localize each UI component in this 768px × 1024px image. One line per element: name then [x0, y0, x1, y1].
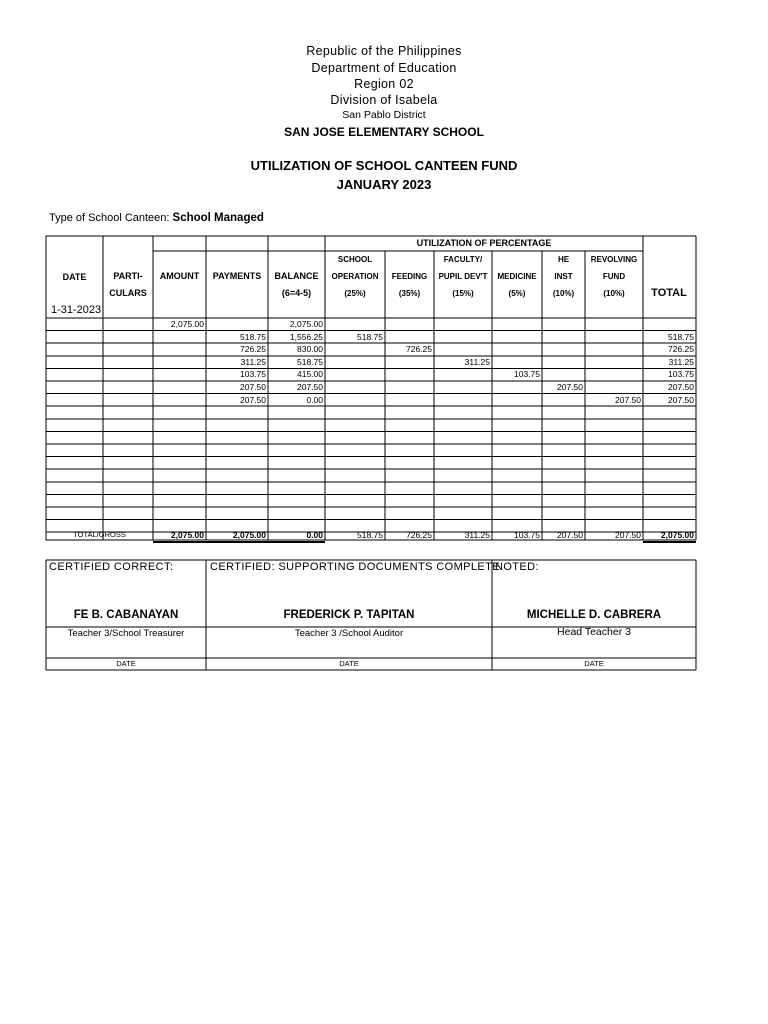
cell-balance: 415.00: [297, 369, 323, 380]
cell-balance: 518.75: [297, 356, 323, 367]
cell-payments: 311.25: [240, 356, 266, 367]
col-header-faculty-3: (15%): [452, 289, 474, 298]
totals-amount: 2,075.00: [170, 530, 204, 540]
col-header-medicine-2: (5%): [508, 289, 526, 298]
col-header-date: DATE: [62, 272, 87, 282]
col-header-school-op-1: SCHOOL: [337, 255, 373, 264]
col-header-he-1: HE: [557, 255, 570, 264]
totals-medicine: 103.75: [514, 530, 540, 540]
header-region: Region 02: [354, 77, 414, 91]
cell-payments: 207.50: [240, 382, 266, 392]
totals-total: 2,075.00: [660, 530, 694, 540]
cell-payments: 518.75: [240, 331, 266, 342]
treasurer-role: Teacher 3/School Treasurer: [67, 628, 185, 639]
totals-he: 207.50: [557, 530, 583, 540]
cell-total: 518.75: [668, 331, 694, 342]
cell-school-op: 518.75: [357, 331, 383, 342]
auditor-name: FREDERICK P. TAPITAN: [283, 609, 415, 621]
col-header-revolving-3: (10%): [603, 289, 625, 298]
col-header-he-2: INST: [554, 272, 573, 281]
col-header-particulars-1: PARTI-: [113, 271, 143, 281]
totals-revolving: 207.50: [615, 530, 641, 540]
col-header-feeding-2: (35%): [398, 289, 421, 298]
canteen-type-value: School Managed: [172, 212, 264, 224]
auditor-date-label: DATE: [339, 659, 359, 668]
date-value: 1-31-2023: [51, 304, 102, 316]
certified-correct-label: CERTIFIED CORRECT:: [49, 561, 174, 573]
cell-feeding: 726.25: [406, 344, 432, 355]
cell-total: 207.50: [668, 382, 694, 392]
col-header-amount: AMOUNT: [159, 271, 200, 281]
col-header-balance-2: (6=4-5): [281, 288, 312, 298]
cell-total: 726.25: [668, 344, 694, 355]
totals-balance: 0.00: [306, 530, 323, 540]
col-header-faculty-1: FACULTY/: [443, 255, 483, 264]
header-school-name: SAN JOSE ELEMENTARY SCHOOL: [284, 125, 484, 139]
col-header-school-op-3: (25%): [344, 289, 366, 298]
header-district: San Pablo District: [342, 109, 426, 121]
header-division: Division of Isabela: [330, 93, 438, 107]
col-header-revolving-2: FUND: [602, 272, 626, 281]
col-header-balance-1: BALANCE: [274, 271, 319, 281]
cell-total: 103.75: [668, 369, 694, 380]
col-header-feeding-1: FEEDING: [391, 272, 428, 281]
cell-balance: 830.00: [297, 344, 323, 355]
auditor-role: Teacher 3 /School Auditor: [294, 628, 404, 639]
cell-total: 311.25: [668, 356, 694, 367]
header-republic: Republic of the Philippines: [306, 44, 462, 58]
col-header-he-3: (10%): [552, 289, 575, 298]
cell-balance: 2,075.00: [289, 319, 323, 329]
treasurer-date-label: DATE: [116, 659, 136, 668]
totals-faculty: 311.25: [464, 530, 490, 540]
report-month: JANUARY 2023: [336, 177, 432, 192]
group-header-utilization: UTILIZATION OF PERCENTAGE: [416, 238, 552, 248]
cell-payments: 726.25: [240, 344, 266, 355]
cell-medicine: 103.75: [514, 369, 540, 380]
report-title: UTILIZATION OF SCHOOL CANTEEN FUND: [250, 158, 518, 173]
col-header-particulars-2: CULARS: [109, 288, 147, 298]
cell-balance: 1,556.25: [289, 331, 323, 342]
head-teacher-date-label: DATE: [584, 659, 604, 668]
totals-label: TOTAL/GROSS: [73, 530, 126, 539]
cell-he: 207.50: [557, 382, 583, 392]
cell-payments: 103.75: [240, 369, 266, 380]
cell-faculty: 311.25: [464, 356, 490, 367]
head-teacher-name: MICHELLE D. CABRERA: [526, 609, 662, 621]
col-header-total: TOTAL: [651, 287, 687, 299]
certified-docs-label: CERTIFIED: SUPPORTING DOCUMENTS COMPLETE.: [210, 561, 504, 573]
head-teacher-role: Head Teacher 3: [557, 626, 631, 638]
cell-balance: 0.00: [306, 394, 323, 405]
canteen-type-label: Type of School Canteen:: [49, 212, 170, 224]
totals-school-op: 518.75: [357, 530, 383, 540]
totals-feeding: 726.25: [406, 530, 432, 540]
cell-total: 207.50: [668, 394, 694, 405]
header-department: Department of Education: [311, 61, 457, 75]
totals-payments: 2,075.00: [232, 530, 266, 540]
noted-label: NOTED:: [495, 561, 539, 573]
col-header-school-op-2: OPERATION: [331, 272, 379, 281]
cell-payments: 207.50: [240, 394, 266, 405]
cell-revolving: 207.50: [615, 394, 641, 405]
col-header-faculty-2: PUPIL DEV'T: [438, 272, 488, 281]
treasurer-name: FE B. CABANAYAN: [73, 609, 179, 621]
col-header-revolving-1: REVOLVING: [590, 255, 638, 264]
cell-amount: 2,075.00: [170, 319, 204, 329]
cell-balance: 207.50: [297, 382, 323, 392]
col-header-medicine-1: MEDICINE: [497, 272, 537, 281]
col-header-payments: PAYMENTS: [212, 271, 262, 281]
